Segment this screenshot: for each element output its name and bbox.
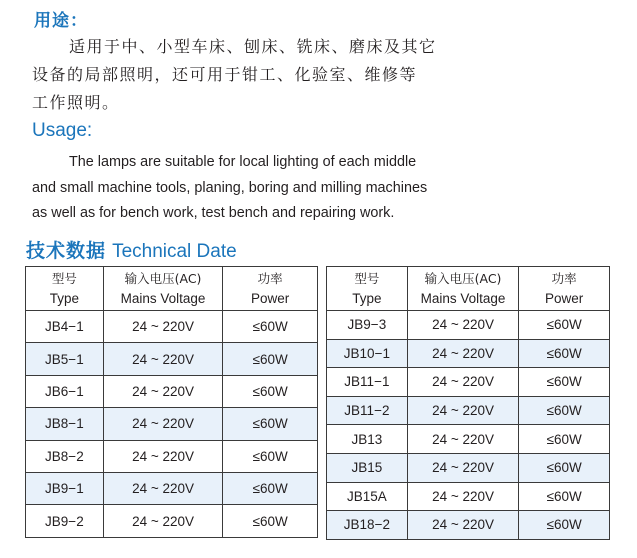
usage-en-heading: Usage: [32,120,93,141]
voltage-cell: 24 ~ 220V [407,368,519,397]
power-cell: ≤60W [519,511,610,540]
voltage-column-header [407,267,519,311]
type-cell: JB5−1 [26,343,104,375]
type-column-header [26,267,104,311]
voltage-cell: 24 ~ 220V [103,408,223,440]
usage-en-paragraph [32,150,472,227]
voltage-cell: 24 ~ 220V [103,440,223,472]
table-row [26,343,318,375]
type-cell: JB8−1 [26,408,104,440]
usage-cn-line: 工作照明。 [32,93,120,112]
power-header-en: Power [251,290,290,306]
spec-table-left [25,266,318,538]
type-cell: JB15 [327,453,408,482]
type-header-en: Type [352,290,382,306]
table-row [26,440,318,472]
voltage-cell: 24 ~ 220V [407,425,519,454]
type-cell: JB9−2 [26,505,104,537]
power-cell: ≤60W [519,396,610,425]
usage-en-line: as well as for bench work, test bench and repairing work. [32,205,395,221]
type-cell: JB11−2 [327,396,408,425]
table-row [327,482,610,511]
table-row [327,339,610,368]
power-cell: ≤60W [519,453,610,482]
table-header-row [26,267,318,311]
power-cell: ≤60W [223,375,318,407]
table-row [327,511,610,540]
voltage-cell: 24 ~ 220V [407,396,519,425]
table-row [26,375,318,407]
spec-table-right [326,266,610,540]
usage-en-line: The lamps are suitable for local lighting of each middle [69,154,417,170]
voltage-cell: 24 ~ 220V [103,505,223,537]
power-header-cn: 功率 [551,270,577,286]
type-cell: JB4−1 [26,311,104,343]
power-cell: ≤60W [519,368,610,397]
type-header-cn: 型号 [354,270,380,286]
power-cell: ≤60W [519,482,610,511]
type-header-cn: 型号 [51,270,77,286]
table-row [327,368,610,397]
table-row [327,311,610,340]
table-row [327,453,610,482]
type-cell: JB9−3 [327,311,408,340]
voltage-cell: 24 ~ 220V [407,482,519,511]
power-header-cn: 功率 [257,270,283,286]
power-header-en: Power [545,290,584,306]
voltage-column-header [103,267,223,311]
power-cell: ≤60W [223,472,318,504]
table-row [26,472,318,504]
table-row [327,425,610,454]
type-column-header [327,267,408,311]
usage-en-line: and small machine tools, planing, boring and milling machines [32,179,428,196]
type-cell: JB15A [327,482,408,511]
type-cell: JB9−1 [26,472,104,504]
technical-data-heading [26,236,237,263]
table-row [327,396,610,425]
technical-data-heading-cn: 技术数据 [26,240,107,262]
power-cell: ≤60W [223,408,318,440]
type-cell: JB6−1 [26,375,104,407]
power-cell: ≤60W [223,440,318,472]
power-cell: ≤60W [223,311,318,343]
voltage-cell: 24 ~ 220V [103,343,223,375]
power-cell: ≤60W [519,425,610,454]
table-row [26,505,318,537]
usage-cn-heading: 用途： [34,11,88,31]
power-cell: ≤60W [519,311,610,340]
type-cell: JB8−2 [26,440,104,472]
type-cell: JB18−2 [327,511,408,540]
voltage-header-en: Mains Voltage [120,290,206,306]
power-cell: ≤60W [223,505,318,537]
type-cell: JB13 [327,425,408,454]
voltage-cell: 24 ~ 220V [407,339,519,368]
power-cell: ≤60W [519,339,610,368]
voltage-header-en: Mains Voltage [420,290,506,306]
usage-cn-paragraph [32,33,472,117]
usage-cn-line: 适用于中、小型车床、刨床、铣床、磨床及其它 [69,37,437,56]
table-header-row [327,267,610,311]
voltage-cell: 24 ~ 220V [103,375,223,407]
voltage-header-cn: 输入电压(AC) [424,270,502,286]
table-row [26,408,318,440]
type-header-en: Type [49,290,80,306]
power-column-header [519,267,610,311]
power-column-header [223,267,318,311]
voltage-header-cn: 输入电压(AC) [124,270,202,286]
voltage-cell: 24 ~ 220V [103,311,223,343]
voltage-cell: 24 ~ 220V [407,453,519,482]
voltage-cell: 24 ~ 220V [407,311,519,340]
type-cell: JB10−1 [327,339,408,368]
voltage-cell: 24 ~ 220V [407,511,519,540]
voltage-cell: 24 ~ 220V [103,472,223,504]
usage-cn-line: 设备的局部照明，还可用于钳工、化验室、维修等 [32,65,418,84]
technical-data-heading-en: Technical Date [112,241,237,262]
type-cell: JB11−1 [327,368,408,397]
table-row [26,311,318,343]
power-cell: ≤60W [223,343,318,375]
